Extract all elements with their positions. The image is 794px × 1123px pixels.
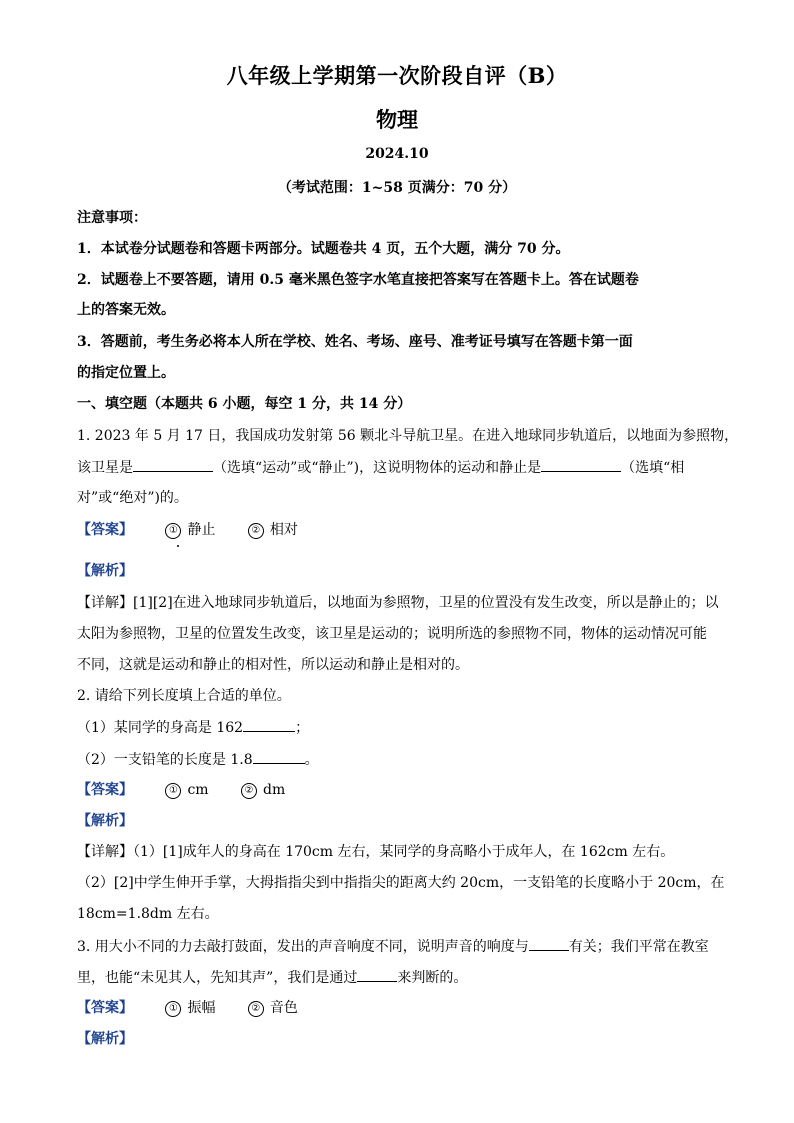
q3-answer-1-text: 振幅	[187, 1000, 216, 1016]
notes-heading: 注意事项：	[77, 210, 147, 226]
notes-item-3-line-2: 的指定位置上。	[77, 365, 175, 381]
q3-answer-2	[248, 998, 298, 1018]
q3-text-a: 3. 用大小不同的力去敲打鼓面，发出的声音响度不同，说明声音的响度与	[77, 939, 529, 955]
q2-text-b: ；	[295, 720, 310, 736]
q2-text-d: 。	[304, 752, 319, 768]
q3-answer-1	[165, 998, 215, 1018]
circled-number-icon: ②	[241, 783, 257, 799]
notes-item-2-line-1: 2．试题卷上不要答题，请用 0.5 毫米黑色签字水笔直接把答案写在答题卡上。答在试题卷	[77, 272, 639, 288]
q2-line-2	[77, 717, 717, 738]
q2-line-1: 2. 请给下列长度填上合适的单位。	[77, 688, 291, 704]
subject-title: 物理	[376, 107, 418, 132]
q1-detail-line-1	[77, 593, 717, 613]
q2-detail-line-2: （2）[2]中学生伸开手掌，大拇指指尖到中指指尖的距离大约 20cm，一支铅笔的长度略小于 20cm，在	[77, 875, 725, 891]
q1-answer-1-text: 静止	[187, 522, 216, 538]
q3-blank-2[interactable]	[357, 967, 397, 982]
q3-text-b: 有关；我们平常在教室	[568, 939, 709, 955]
q2-text-c: （2）一支铅笔的长度是 1.8	[77, 752, 253, 768]
q3-answer	[77, 998, 717, 1018]
q1-blank-1[interactable]	[133, 457, 213, 472]
exam-title: 八年级上学期第一次阶段自评（B）	[226, 63, 568, 88]
detail-tag: 【详解】	[77, 844, 133, 860]
q1-answer-2	[248, 520, 298, 540]
q2-detail-line-1	[77, 842, 717, 862]
q1-text-c: （选填“相	[621, 460, 685, 476]
circled-number-icon: ②	[248, 1001, 264, 1017]
answer-tag: 【答案】	[77, 782, 133, 798]
q2-answer-2	[241, 780, 285, 800]
q1-line-1: 1. 2023 年 5 月 17 日，我国成功发射第 56 颗北斗导航卫星。在进入地球同步轨道后，以地面为参照物，	[77, 428, 739, 444]
q1-answer-2-text: 相对	[269, 522, 298, 538]
q1-line-3: 对”或“绝对”)的。	[77, 490, 188, 506]
q3-line-1	[77, 936, 717, 957]
q3-answer-2-text: 音色	[269, 1000, 298, 1016]
q2-analysis-tag	[77, 811, 717, 831]
q2-detail-text-1: （1）[1]成年人的身高在 170cm 左右，某同学的身高略小于成年人，在 162cm 左右。	[133, 844, 675, 860]
q1-detail-line-2: 太阳为参照物，卫星的位置发生改变，该卫星是运动的；说明所选的参照物不同，物体的运动情况可能	[77, 626, 707, 642]
q3-blank-1[interactable]	[529, 936, 569, 951]
q1-text-b: （选填“运动”或“静止”)，这说明物体的运动和静止是	[213, 460, 542, 476]
exam-range: （考试范围：1~58 页满分：70 分）	[277, 180, 517, 196]
q2-answer-2-text: dm	[263, 782, 286, 798]
analysis-tag: 【解析】	[77, 1031, 133, 1047]
q1-answer	[77, 520, 717, 540]
q2-line-3	[77, 749, 717, 770]
q2-text-a: （1）某同学的身高是 162	[77, 720, 244, 736]
circled-number-icon: ①	[165, 783, 181, 799]
q3-text-c: 里，也能“未见其人，先知其声”，我们是通过	[77, 970, 358, 986]
circled-number-icon: ①	[165, 523, 181, 539]
q1-blank-2[interactable]	[541, 457, 621, 472]
notes-item-2-line-2: 上的答案无效。	[77, 302, 175, 318]
q1-line-2	[77, 457, 717, 478]
q2-detail-line-3: 18cm=1.8dm 左右。	[77, 906, 219, 922]
notes-item-3-line-1: 3．答题前，考生务必将本人所在学校、姓名、考场、座号、准考证号填写在答题卡第一面	[77, 334, 633, 350]
stray-dot	[177, 545, 179, 547]
notes-item-1: 1．本试卷分试题卷和答题卡两部分。试题卷共 4 页，五个大题，满分 70 分。	[77, 241, 570, 257]
circled-number-icon: ②	[248, 523, 264, 539]
q2-answer-1-text: cm	[187, 782, 209, 798]
q3-text-d: 来判断的。	[397, 970, 468, 986]
analysis-tag: 【解析】	[77, 563, 133, 579]
detail-tag: 【详解】	[77, 595, 133, 611]
q1-detail-line-3: 不同，这就是运动和静止的相对性，所以运动和静止是相对的。	[77, 657, 469, 673]
answer-tag: 【答案】	[77, 522, 133, 538]
q2-answer	[77, 780, 717, 800]
circled-number-icon: ①	[165, 1001, 181, 1017]
q3-line-2	[77, 967, 717, 988]
q3-analysis-tag	[77, 1029, 717, 1049]
q1-analysis-tag	[77, 561, 717, 581]
q1-answer-1	[165, 520, 215, 540]
section-1-heading: 一、填空题（本题共 6 小题，每空 1 分，共 14 分）	[77, 396, 412, 412]
q1-text-a: 该卫星是	[77, 460, 133, 476]
analysis-tag: 【解析】	[77, 813, 133, 829]
q2-blank-2[interactable]	[253, 749, 305, 764]
answer-tag: 【答案】	[77, 1000, 133, 1016]
q1-detail-text-1: [1][2]在进入地球同步轨道后，以地面为参照物，卫星的位置没有发生改变，所以是静止的；以	[133, 595, 719, 611]
q2-answer-1	[165, 780, 208, 800]
q2-blank-1[interactable]	[243, 717, 295, 732]
exam-date: 2024.10	[365, 146, 429, 162]
